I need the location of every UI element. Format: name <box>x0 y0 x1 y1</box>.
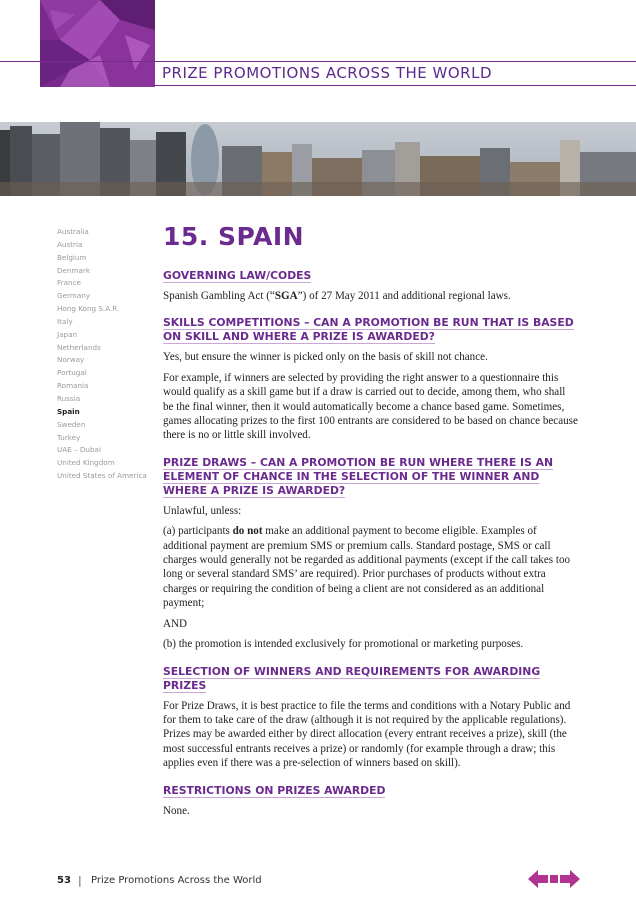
sidebar-item-belgium[interactable]: Belgium <box>57 252 87 262</box>
sidebar-item-spain[interactable]: Spain <box>57 406 80 416</box>
header-underline <box>155 85 636 86</box>
section-heading-text: RESTRICTIONS ON PRIZES AWARDED <box>163 783 386 797</box>
sidebar-item-italy[interactable]: Italy <box>57 316 73 326</box>
paragraph: For Prize Draws, it is best practice to file the terms and conditions with a Notary Public and for them to take care of the draw (although it is not required by the applicable regulations). Prizes may be awarded either by direct allocation (every entrant receives a prize), skill (the most successful entrants receives a prize) or randomly (for example through a draw; this applies even if there was a pre-selection of winners based on skill). <box>163 699 571 770</box>
sga-abbrev: SGA <box>274 290 298 302</box>
section-heading-restrictions <box>163 784 578 798</box>
forward-arrow-icon[interactable] <box>560 870 580 888</box>
sidebar-item-united-states[interactable]: United States of America <box>57 471 147 481</box>
geometric-pattern-graphic <box>40 0 155 87</box>
sidebar-item-portugal[interactable]: Portugal <box>57 368 87 378</box>
sidebar-item-hong-kong[interactable]: Hong Kong S.A.R. <box>57 304 120 314</box>
sidebar-item-romania[interactable]: Romania <box>57 381 89 391</box>
page-number: 53 <box>57 875 71 886</box>
section-heading-prize-draws <box>163 456 578 498</box>
sidebar-item-norway[interactable]: Norway <box>57 355 85 365</box>
paragraph: Yes, but ensure the winner is picked only on the basis of skill not chance. <box>163 351 488 364</box>
page-title: 15. SPAIN <box>163 222 305 251</box>
paragraph: (b) the promotion is intended exclusively for promotional or marketing purposes. <box>163 638 524 651</box>
header-decoration <box>40 0 155 87</box>
sidebar-item-austria[interactable]: Austria <box>57 239 83 249</box>
paragraph: (a) participants do not make an additional payment to become eligible. Examples of additional payment are premium SMS or premium calls. Standard postage, SMS or call charges would generally not be regarded as additional payments (except if the call takes too long or several standard SMS’ are required). Prior purchases of products without extra charges or requiring the condition of being a client are not considered as an additional payment; <box>163 525 571 610</box>
sidebar-item-russia[interactable]: Russia <box>57 393 81 403</box>
main-content <box>163 222 578 824</box>
emphasis-do-not: do not <box>232 525 263 538</box>
section-heading-governing-law <box>163 269 578 283</box>
sidebar-item-uae-dubai[interactable]: UAE – Dubai <box>57 445 101 455</box>
sidebar-item-denmark[interactable]: Denmark <box>57 265 91 275</box>
country-index-sidebar <box>57 226 152 483</box>
footer-separator: | <box>78 874 82 887</box>
section-heading-text: SELECTION OF WINNERS AND REQUIREMENTS FOR AWARDING PRIZES <box>163 664 541 692</box>
city-skyline-image <box>0 122 636 196</box>
sidebar-item-france[interactable]: France <box>57 278 81 288</box>
sidebar-item-germany[interactable]: Germany <box>57 291 91 301</box>
city-skyline-banner <box>0 122 636 196</box>
paragraph: None. <box>163 804 190 817</box>
sidebar-item-sweden[interactable]: Sweden <box>57 419 86 429</box>
page-nav-arrows <box>528 869 580 889</box>
sidebar-item-japan[interactable]: Japan <box>57 329 78 339</box>
sidebar-item-netherlands[interactable]: Netherlands <box>57 342 101 352</box>
section-heading-selection <box>163 665 578 693</box>
section-heading-text: GOVERNING LAW/CODES <box>163 269 312 282</box>
paragraph: For example, if winners are selected by providing the right answer to a questionnaire this would qualify as a skill game but if a draw is carried out to decide, among them, who shall be the final winner, then it would automatically become a chance based game. Sometimes, games allocating prizes to the first 100 entrants are considered to be based on chance because there is no or little skill involved. <box>163 371 578 442</box>
header-title: PRIZE PROMOTIONS ACROSS THE WORLD <box>162 64 493 82</box>
sidebar-item-turkey[interactable]: Turkey <box>57 432 81 442</box>
footer-doc-title: Prize Promotions Across the World <box>91 875 262 886</box>
back-arrow-icon[interactable] <box>528 870 548 888</box>
home-square-icon[interactable] <box>550 875 558 883</box>
section-heading-text: PRIZE DRAWS – CAN A PROMOTION BE RUN WHERE THERE IS AN ELEMENT OF CHANCE IN THE SELECTION OF THE WINNER AND WHERE A PRIZE IS AWARDED? <box>163 455 554 497</box>
sidebar-item-australia[interactable]: Australia <box>57 227 89 236</box>
nav-arrows-graphic <box>528 869 580 889</box>
paragraph: Spanish Gambling Act (“SGA”) of 27 May 2011 and additional regional laws. <box>163 290 511 302</box>
paragraph: AND <box>163 617 188 630</box>
section-heading-skills <box>163 316 578 344</box>
section-heading-text: SKILLS COMPETITIONS – CAN A PROMOTION BE RUN THAT IS BASED ON SKILL AND WHERE A PRIZE IS AWARDED? <box>163 316 574 344</box>
sidebar-item-united-kingdom[interactable]: United Kingdom <box>57 458 115 468</box>
paragraph: Unlawful, unless: <box>163 504 242 517</box>
header-rule <box>0 61 636 62</box>
